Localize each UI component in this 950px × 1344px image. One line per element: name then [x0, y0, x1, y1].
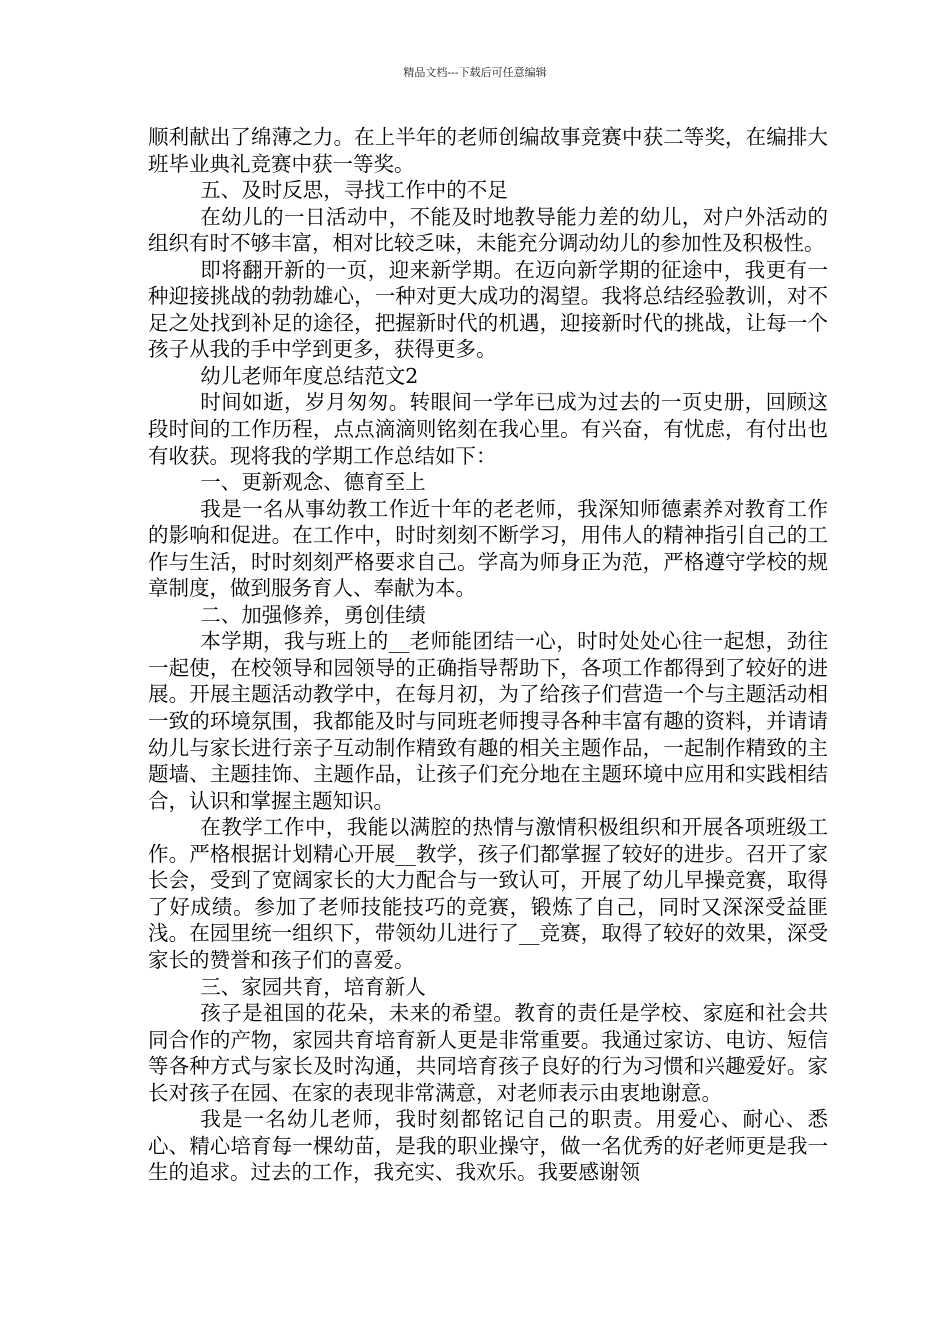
paragraph: 在教学工作中，我能以满腔的热情与激情积极组织和开展各项班级工作。严格根据计划精心开展__教学，孩子们都掌握了较好的进步。召开了家长会，受到了宽阔家长的大力配合与一致认可，开展了幼儿早操竞赛，取得了好成绩。参加了老师技能技巧的竞赛，锻炼了自己，同时又深深受益匪浅。在园里统一组织下，带领幼儿进行了__竞赛，取得了较好的效果，深受家长的赞誉和孩子们的喜爱。 — [148, 815, 828, 972]
paragraph-continued: 顺利献出了绵薄之力。在上半年的老师创编故事竞赛中获二等奖，在编排大班毕业典礼竞赛中获一等奖。 — [148, 125, 828, 176]
section-heading-5: 五、及时反思，寻找工作中的不足 — [200, 178, 508, 203]
document-body — [148, 124, 828, 1186]
paragraph: 我是一名从事幼教工作近十年的老老师，我深知师德素养对教育工作的影响和促进。在工作中，时时刻刻不断学习，用伟人的精神指引自己的工作与生活，时时刻刻严格要求自己。学高为师身正为范，严格遵守学校的规章制度，做到服务育人、奉献为本。 — [148, 496, 828, 601]
paragraph: 孩子是祖国的花朵，未来的希望。教育的责任是学校、家庭和社会共同合作的产物，家园共育培育新人更是非常重要。我通过家访、电访、短信等各种方式与家长及时沟通，共同培育孩子良好的行为习惯和兴趣爱好。家长对孩子在园、在家的表现非常满意，对老师表示由衷地谢意。 — [148, 1001, 828, 1105]
paragraph: 即将翻开新的一页，迎来新学期。在迈向新学期的征途中，我更有一种迎接挑战的勃勃雄心，一种对更大成功的渴望。我将总结经验教训，对不足之处找到补足的途径，把握新时代的机遇，迎接新时代的挑战，让每一个孩子从我的手中学到更多，获得更多。 — [148, 257, 828, 362]
paragraph: 我是一名幼儿老师，我时刻都铭记自己的职责。用爱心、耐心、悉心、精心培育每一棵幼苗，是我的职业操守，做一名优秀的好老师更是我一生的追求。过去的工作，我充实、我欢乐。我要感谢领 — [148, 1107, 828, 1185]
paragraph: 在幼儿的一日活动中，不能及时地教导能力差的幼儿，对户外活动的组织有时不够丰富，相对比较乏味，未能充分调动幼儿的参加性及积极性。 — [148, 204, 828, 256]
section-heading-2: 二、加强修养，勇创佳绩 — [200, 602, 426, 627]
paragraph: 本学期，我与班上的__老师能团结一心，时时处处心往一起想，劲往一起使，在校领导和园领导的正确指导帮助下，各项工作都得到了较好的进展。开展主题活动教学中，在每月初，为了给孩子们营造一个与主题活动相一致的环境氛围，我都能及时与同班老师搜寻各种丰富有趣的资料，并请请幼儿与家长进行亲子互动制作精致有趣的相关主题作品，一起制作精致的主题墙、主题挂饰、主题作品，让孩子们充分地在主题环境中应用和实践相结合，认识和掌握主题知识。 — [148, 629, 828, 813]
page-header: 精品文档---下载后可任意编辑 — [403, 66, 547, 79]
article-title: 幼儿老师年度总结范文2 — [200, 363, 419, 388]
paragraph: 时间如逝，岁月匆匆。转眼间一学年已成为过去的一页史册，回顾这段时间的工作历程，点点滴滴则铭刻在我心里。有兴奋，有忧虑，有付出也有收获。现将我的学期工作总结如下： — [148, 390, 828, 468]
section-heading-3: 三、家园共育，培育新人 — [200, 974, 426, 999]
section-heading-1: 一、更新观念、德育至上 — [200, 470, 426, 495]
